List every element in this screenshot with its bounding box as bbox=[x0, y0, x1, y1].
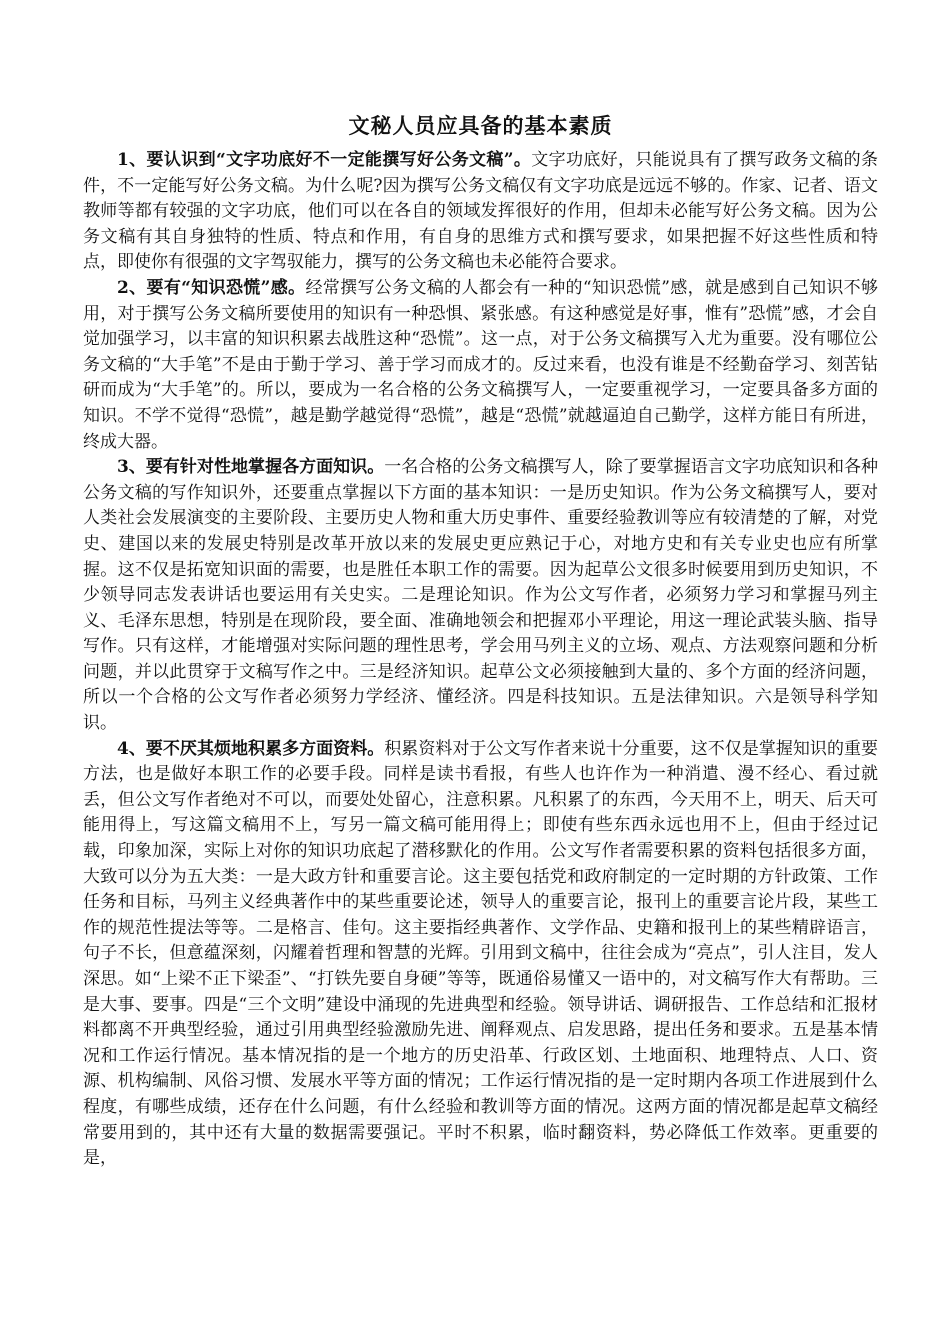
paragraph-1-body: 文字功底好，只能说具有了撰写政务文稿的条件，不一定能写好公务文稿。为什么呢?因为撰写公务文稿仅有文字功底是远远不够的。作家、记者、语文教师等都有较强的文字功底，他们可以在各自的领域发挥很好的作用，但却未必能写好公务文稿。因为公务文稿有其自身独特的性质、特点和作用，有自身的思维方式和撰写要求，如果把握不好这些性质和特点，即使你有很强的文字驾驭能力，撰写的公务文稿也未必能符合要求。 bbox=[83, 150, 879, 273]
paragraph-4-heading: 4、要不厌其烦地积累多方面资料。 bbox=[117, 738, 385, 759]
paragraph-4 bbox=[83, 737, 878, 1172]
paragraph-2-heading: 2、要有“知识恐慌”感。 bbox=[117, 277, 306, 298]
paragraph-3 bbox=[83, 455, 878, 737]
paragraph-4-body: 积累资料对于公文写作者来说十分重要，这不仅是掌握知识的重要方法，也是做好本职工作的必要手段。同样是读书看报，有些人也许作为一种消遣、漫不经心、看过就丢，但公文写作者绝对不可以，而要处处留心，注意积累。凡积累了的东西，今天用不上，明天、后天可能用得上，写这篇文稿用不上，写另一篇文稿可能用得上；即使有些东西永远也用不上，但由于经过记载，印象加深，实际上对你的知识功底起了潜移默化的作用。公文写作者需要积累的资料包括很多方面，大致可以分为五大类：一是大政方针和重要言论。这主要包括党和政府制定的一定时期的方针政策、工作任务和目标，马列主义经典著作中的某些重要论述，领导人的重要言论，报刊上的重要言论片段，某些工作的规范性提法等等。二是格言、佳句。这主要指经典著作、文学作品、史籍和报刊上的某些精辟语言，句子不长，但意蕴深刻，闪耀着哲理和智慧的光辉。引用到文稿中，往往会成为“亮点”，引人注目，发人深思。如“上梁不正下梁歪”、“打铁先要自身硬”等等，既通俗易懂又一语中的，对文稿写作大有帮助。三是大事、要事。四是“三个文明”建设中涌现的先进典型和经验。领导讲话、调研报告、工作总结和汇报材料都离不开典型经验，通过引用典型经验激励先进、阐释观点、启发思路，提出任务和要求。五是基本情况和工作运行情况。基本情况指的是一个地方的历史沿革、行政区划、土地面积、地理特点、人口、资源、机构编制、风俗习惯、发展水平等方面的情况；工作运行情况指的是一定时期内各项工作进展到什么程度，有哪些成绩，还存在什么问题，有什么经验和教训等方面的情况。这两方面的情况都是起草文稿经常要用到的，其中还有大量的数据需要强记。平时不积累，临时翻资料，势必降低工作效率。更重要的是， bbox=[83, 738, 879, 1169]
paragraph-2-body: 经常撰写公务文稿的人都会有一种的“知识恐慌”感，就是感到自己知识不够用，对于撰写公务文稿所要使用的知识有一种恐惧、紧张感。有这种感觉是好事，惟有”恐慌”感，才会自觉加强学习，以丰富的知识积累去战胜这种“恐慌”。这一点，对于公务文稿撰写入尤为重要。没有哪位公务文稿的“大手笔”不是由于勤于学习、善于学习而成才的。反过来看，也没有谁是不经勤奋学习、刻苦钻研而成为“大手笔”的。所以，要成为一名合格的公务文稿撰写人，一定要重视学习，一定要具备多方面的知识。不学不觉得“恐慌”，越是勤学越觉得“恐慌”，越是“恐慌”就越逼迫自己勤学，这样方能日有所进，终成大器。 bbox=[83, 277, 878, 452]
paragraph-3-heading: 3、要有针对性地掌握各方面知识。 bbox=[117, 457, 385, 478]
document-page bbox=[83, 110, 878, 1172]
paragraph-1 bbox=[83, 148, 878, 276]
document-title: 文秘人员应具备的基本素质 bbox=[348, 113, 613, 138]
paragraph-3-body: 一名合格的公务文稿撰写人，除了要掌握语言文字功底知识和各种公务文稿的写作知识外，还要重点掌握以下方面的基本知识：一是历史知识。作为公务文稿撰写人，要对人类社会发展演变的主要阶段、主要历史人物和重大历史事件、重要经验教训等应有较清楚的了解，对党史、建国以来的发展史特别是改革开放以来的发展史更应熟记于心，对地方史和有关专业史也应有所掌握。这不仅是拓宽知识面的需要，也是胜任本职工作的需要。因为起草公文很多时候要用到历史知识，不少领导同志发表讲话也要运用有关史实。二是理论知识。作为公文写作者，必须努力学习和掌握马列主义、毛泽东思想，特别是在现阶段，要全面、准确地领会和把握邓小平理论，用这一理论武装头脑、指导写作。只有这样，才能增强对实际问题的理性思考，学会用马列主义的立场、观点、方法观察问题和分析问题，并以此贯穿于文稿写作之中。三是经济知识。起草公文必须接触到大量的、多个方面的经济问题，所以一个合格的公文写作者必须努力学经济、懂经济。四是科技知识。五是法律知识。六是领导科学知识。 bbox=[83, 457, 879, 734]
paragraph-1-heading: 1、要认识到“文字功底好不一定能撰写好公务文稿”。 bbox=[117, 150, 532, 170]
paragraph-2 bbox=[83, 276, 878, 455]
